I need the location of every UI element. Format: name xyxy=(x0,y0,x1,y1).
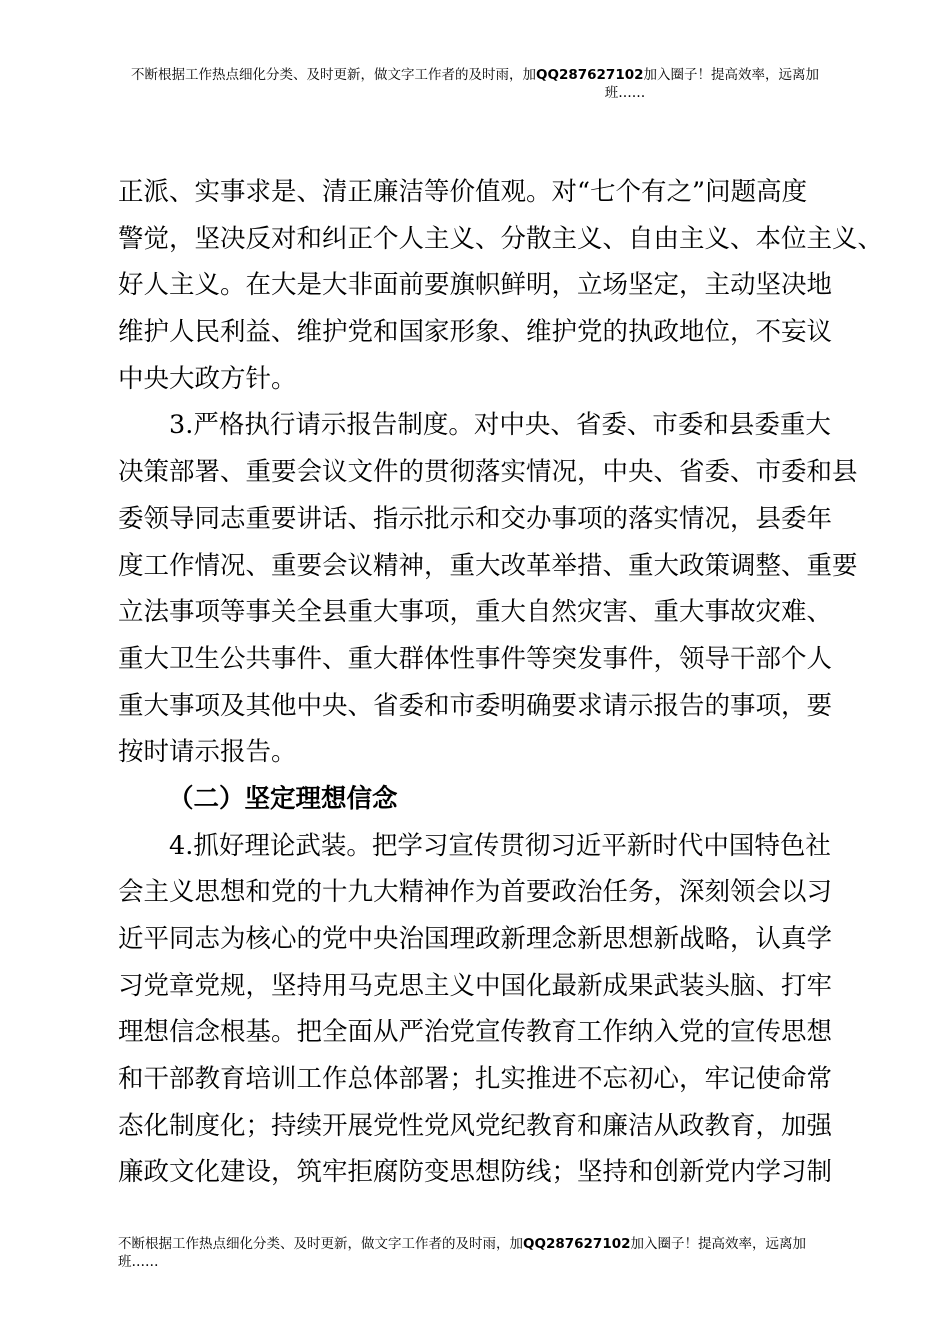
para3-line: 近平同志为核心的党中央治国理政新理念新思想新战略，认真学 xyxy=(118,924,833,954)
para3-line: 会主义思想和党的十九大精神作为首要政治任务，深刻领会以习 xyxy=(118,877,833,908)
header-text-suffix: 加入圈子！提高效率，远离加 xyxy=(643,67,819,83)
para2-line: 重大事项及其他中央、省委和市委明确要求请示报告的事项，要 xyxy=(118,690,833,721)
header-line-2: 班…… xyxy=(604,85,646,101)
para3-line: 习党章党规，坚持用马克思主义中国化最新成果武装头脑、打牢 xyxy=(118,970,833,1001)
footer-line-1 xyxy=(118,1235,840,1253)
header-qq: QQ287627102 xyxy=(536,67,644,83)
page-header xyxy=(110,66,840,102)
para2-line: 3.严格执行请示报告制度。对中央、省委、市委和县委重大 xyxy=(169,410,831,441)
document-body xyxy=(118,169,884,1196)
header-line-1 xyxy=(110,66,840,84)
footer-text: 不断根据工作热点细化分类、及时更新，做文字工作者的及时雨，加 xyxy=(118,1236,523,1252)
footer-qq: QQ287627102 xyxy=(523,1236,631,1252)
page-footer xyxy=(118,1235,840,1271)
para3-line: 4.抓好理论武装。把学习宣传贯彻习近平新时代中国特色社 xyxy=(169,830,831,861)
para2-line: 委领导同志重要讲话、指示批示和交办事项的落实情况，县委年 xyxy=(118,503,833,534)
section-heading: （二）坚定理想信念 xyxy=(168,783,398,814)
para1-line: 正派、实事求是、清正廉洁等价值观。对“七个有之”问题高度 xyxy=(118,177,808,207)
footer-text-suffix: 加入圈子！提高效率，远离加 xyxy=(630,1236,806,1252)
para2-line: 决策部署、重要会议文件的贯彻落实情况，中央、省委、市委和县 xyxy=(118,457,858,488)
para3-line: 态化制度化；持续开展党性党风党纪教育和廉洁从政教育，加强 xyxy=(118,1110,833,1141)
para3-line: 和干部教育培训工作总体部署；扎实推进不忘初心，牢记使命常 xyxy=(118,1064,833,1095)
para2-line: 按时请示报告。 xyxy=(118,737,297,768)
para3-line: 廉政文化建设，筑牢拒腐防变思想防线；坚持和创新党内学习制 xyxy=(118,1157,833,1188)
para1-line: 维护人民利益、维护党和国家形象、维护党的执政地位，不妄议 xyxy=(118,317,833,348)
para2-line: 重大卫生公共事件、重大群体性事件等突发事件，领导干部个人 xyxy=(118,643,833,674)
para1-line: 好人主义。在大是大非面前要旗帜鲜明，立场坚定，主动坚决地 xyxy=(118,270,833,301)
para1-line: 中央大政方针。 xyxy=(118,363,297,394)
para1-line: 警觉，坚决反对和纠正个人主义、分散主义、自由主义、本位主义、 xyxy=(118,223,884,254)
para3-line: 理想信念根基。把全面从严治党宣传教育工作纳入党的宣传思想 xyxy=(118,1017,833,1048)
header-text: 不断根据工作热点细化分类、及时更新，做文字工作者的及时雨，加 xyxy=(131,67,536,83)
para2-line: 度工作情况、重要会议精神，重大改革举措、重大政策调整、重要 xyxy=(118,550,858,581)
footer-line-2: 班…… xyxy=(118,1254,159,1270)
para2-line: 立法事项等事关全县重大事项，重大自然灾害、重大事故灾难、 xyxy=(118,597,833,628)
